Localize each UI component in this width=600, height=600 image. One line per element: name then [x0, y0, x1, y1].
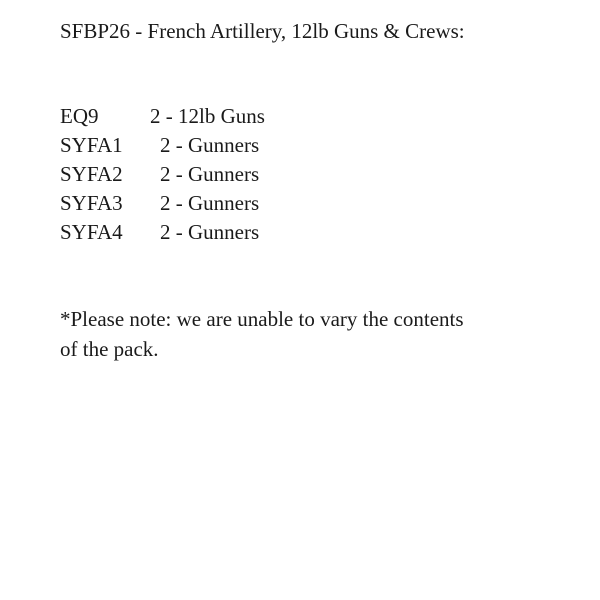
list-item	[60, 189, 265, 218]
pack-note: *Please note: we are unable to vary the contents of the pack.	[60, 307, 464, 361]
item-code: SYFA4	[60, 220, 123, 244]
item-description: 2 - Gunners	[160, 191, 260, 215]
pack-contents-list	[60, 102, 265, 247]
item-description: 2 - Gunners	[160, 220, 260, 244]
item-code: EQ9	[60, 104, 99, 128]
pack-title: SFBP26 - French Artillery, 12lb Guns & Crews:	[60, 19, 465, 43]
list-item	[60, 218, 265, 247]
list-item	[60, 102, 265, 131]
list-item	[60, 160, 265, 189]
item-code: SYFA3	[60, 191, 123, 215]
list-item	[60, 131, 265, 160]
item-description: 2 - Gunners	[160, 133, 260, 157]
item-code: SYFA1	[60, 133, 123, 157]
item-description: 2 - 12lb Guns	[150, 104, 265, 128]
item-description: 2 - Gunners	[160, 162, 260, 186]
item-code: SYFA2	[60, 162, 123, 186]
